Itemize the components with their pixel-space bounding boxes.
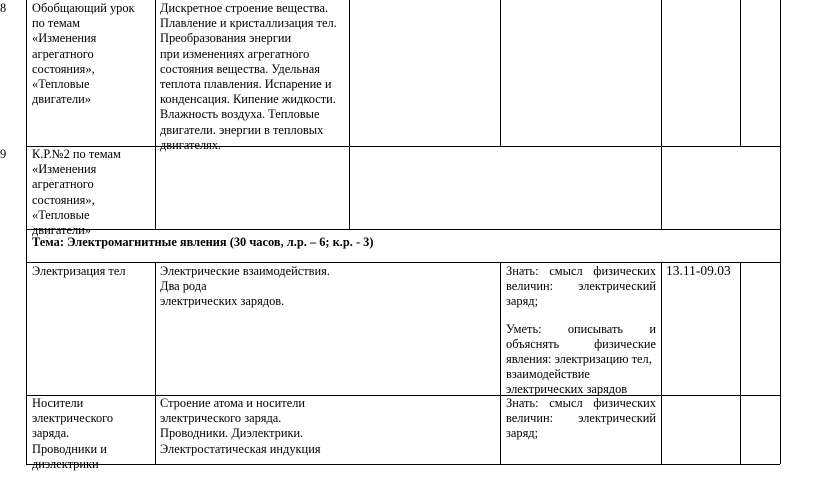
requirement-text: явления: электризацию тел, взаимодействие электрических зарядов [506, 352, 652, 397]
requirement-line: величин: электрический [506, 279, 656, 293]
lesson-topic: Носители электрического заряда. Проводники и диэлектрики [32, 396, 114, 471]
row-number: 8 [0, 1, 7, 15]
row-number: 9 [0, 147, 7, 161]
lesson-topic: Электризация тел [32, 264, 126, 278]
grid-line [740, 0, 741, 146]
grid-line [26, 262, 27, 464]
lesson-topic: К.Р.№2 по темам «Изменения агрегатного состояния», «Тепловые двигатели» [32, 147, 121, 238]
grid-line [740, 262, 741, 464]
lesson-content: Строение атома и носители электрического заряда. Проводники. Диэлектрики. Электростатическая индукция [160, 396, 321, 456]
requirement-line: заряд; [506, 426, 539, 440]
grid-line [500, 0, 501, 146]
grid-line [155, 262, 156, 464]
grid-line [155, 0, 156, 229]
requirement-line: заряд; [506, 294, 539, 308]
grid-line [661, 262, 662, 464]
requirement-line: Уметь: описывать и [506, 322, 656, 336]
requirement-line: объяснять физические [506, 337, 656, 351]
lesson-content: Электрические взаимодействия. Два рода электрических зарядов. [160, 264, 330, 309]
grid-line [26, 0, 27, 262]
lesson-topic: Обобщающий урок по темам «Изменения агрегатного состояния», «Тепловые двигатели» [32, 1, 135, 107]
grid-line [661, 0, 662, 229]
lesson-content: Дискретное строение вещества. Плавление и кристаллизация тел. Преобразования энергии при изменениях агрегатного состояния вещества. Удельная теплота плавления. Испарение и конденсация. Кипение жидкости. Влажность воздуха. Тепловые двигатели. энергии в тепловых двигателях. [160, 1, 337, 152]
section-title: Тема: Электромагнитные явления (30 часов, л.р. – 6; к.р. - 3) [32, 235, 374, 249]
grid-line [780, 0, 781, 464]
grid-line [500, 262, 501, 464]
lesson-date: 13.11-09.03 [666, 263, 731, 278]
requirement-line: Знать: смысл физических [506, 264, 656, 278]
requirement-line: Знать: смысл физических [506, 396, 656, 410]
requirement-line: величин: электрический [506, 411, 656, 425]
